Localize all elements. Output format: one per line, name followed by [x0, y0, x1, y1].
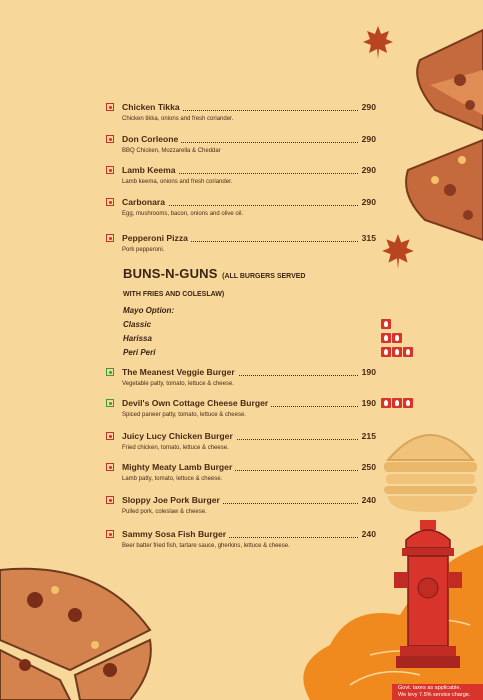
non-veg-mark-icon — [106, 166, 114, 174]
item-name: Sloppy Joe Pork Burger — [122, 495, 223, 505]
chili-icon — [392, 347, 402, 357]
spice-level — [381, 319, 391, 329]
mayo-option: Harissa — [123, 334, 152, 343]
fire-hydrant-icon — [392, 520, 464, 670]
item-description: Egg, mushrooms, bacon, onions and olive oil. — [122, 211, 244, 217]
spice-level — [381, 398, 413, 408]
non-veg-mark-icon — [106, 530, 114, 538]
mayo-option: Peri Peri — [123, 348, 156, 357]
item-description: Vegetable patty, tomato, lettuce & cheese. — [122, 381, 234, 387]
non-veg-mark-icon — [106, 432, 114, 440]
menu-item — [106, 102, 376, 122]
item-name: Chicken Tikka — [122, 102, 183, 112]
item-price: 250 — [361, 462, 376, 472]
section-heading: BUNS-N-GUNS — [123, 266, 218, 281]
item-name: Carbonara — [122, 197, 168, 207]
mayo-heading: Mayo Option: — [123, 306, 175, 315]
item-price: 290 — [361, 134, 376, 144]
veg-mark-icon — [106, 399, 114, 407]
item-description: Lamb keema, onions and fresh coriander. — [122, 179, 233, 185]
item-price: 290 — [361, 102, 376, 112]
non-veg-mark-icon — [106, 463, 114, 471]
item-name: Juicy Lucy Chicken Burger — [122, 431, 236, 441]
item-description: Beer batter fried fish, tartare sauce, gherkins, lettuce & cheese. — [122, 543, 290, 549]
maple-leaf-icon — [362, 24, 394, 60]
chili-icon — [392, 333, 402, 343]
section-title — [123, 265, 373, 301]
section-subtitle: (ALL BURGERS SERVED — [222, 273, 306, 280]
item-price: 315 — [361, 233, 376, 243]
chili-icon — [381, 333, 391, 343]
item-description: Spiced paneer patty, tomato, lettuce & cheese. — [122, 412, 246, 418]
item-description: Fried chicken, tomato, lettuce & cheese. — [122, 445, 229, 451]
item-name: Sammy Sosa Fish Burger — [122, 529, 229, 539]
menu-item — [106, 165, 376, 185]
item-price: 190 — [361, 367, 376, 377]
chili-icon — [381, 398, 391, 408]
item-description: Lamb patty, tomato, lettuce & cheese. — [122, 476, 223, 482]
item-price: 240 — [361, 529, 376, 539]
tax-notice-line: Govt. taxes as applicable. — [398, 685, 461, 691]
menu-item — [106, 398, 376, 418]
menu-item — [106, 495, 376, 515]
menu-item — [106, 367, 376, 387]
item-description: Pork pepperoni. — [122, 247, 165, 253]
item-description: BBQ Chicken, Mozzarella & Cheddar — [122, 148, 221, 154]
spice-level — [381, 347, 413, 357]
chili-icon — [403, 398, 413, 408]
non-veg-mark-icon — [106, 496, 114, 504]
item-name: Don Corleone — [122, 134, 181, 144]
menu-item — [106, 431, 376, 451]
item-name: Devil's Own Cottage Cheese Burger — [122, 398, 271, 408]
non-veg-mark-icon — [106, 198, 114, 206]
menu-item — [106, 134, 376, 154]
item-name: Lamb Keema — [122, 165, 179, 175]
item-description: Pulled pork, coleslaw & cheese. — [122, 509, 207, 515]
burger-icon — [378, 415, 483, 515]
non-veg-mark-icon — [106, 103, 114, 111]
chili-icon — [392, 398, 402, 408]
maple-leaf-icon — [381, 232, 415, 270]
item-price: 215 — [361, 431, 376, 441]
item-description: Chicken tikka, onions and fresh coriander. — [122, 116, 234, 122]
chili-icon — [381, 347, 391, 357]
chili-icon — [381, 319, 391, 329]
veg-mark-icon — [106, 368, 114, 376]
item-name: Pepperoni Pizza — [122, 233, 191, 243]
menu-item — [106, 462, 376, 482]
non-veg-mark-icon — [106, 234, 114, 242]
spice-level — [381, 333, 402, 343]
menu-item — [106, 529, 376, 549]
section-subtitle: WITH FRIES AND COLESLAW) — [123, 291, 225, 298]
item-name: The Meanest Veggie Burger — [122, 367, 238, 377]
item-name: Mighty Meaty Lamb Burger — [122, 462, 235, 472]
menu-item — [106, 197, 376, 217]
chili-icon — [403, 347, 413, 357]
menu-item — [106, 233, 376, 253]
tax-notice-line: We levy 7.5% service charge. — [398, 692, 471, 698]
item-price: 290 — [361, 165, 376, 175]
pizza-slice-icon — [390, 20, 483, 250]
non-veg-mark-icon — [106, 135, 114, 143]
tax-notice — [392, 684, 483, 700]
item-price: 190 — [361, 398, 376, 408]
pizza-slice-icon — [0, 560, 160, 700]
mayo-option: Classic — [123, 320, 152, 329]
item-price: 290 — [361, 197, 376, 207]
item-price: 240 — [361, 495, 376, 505]
